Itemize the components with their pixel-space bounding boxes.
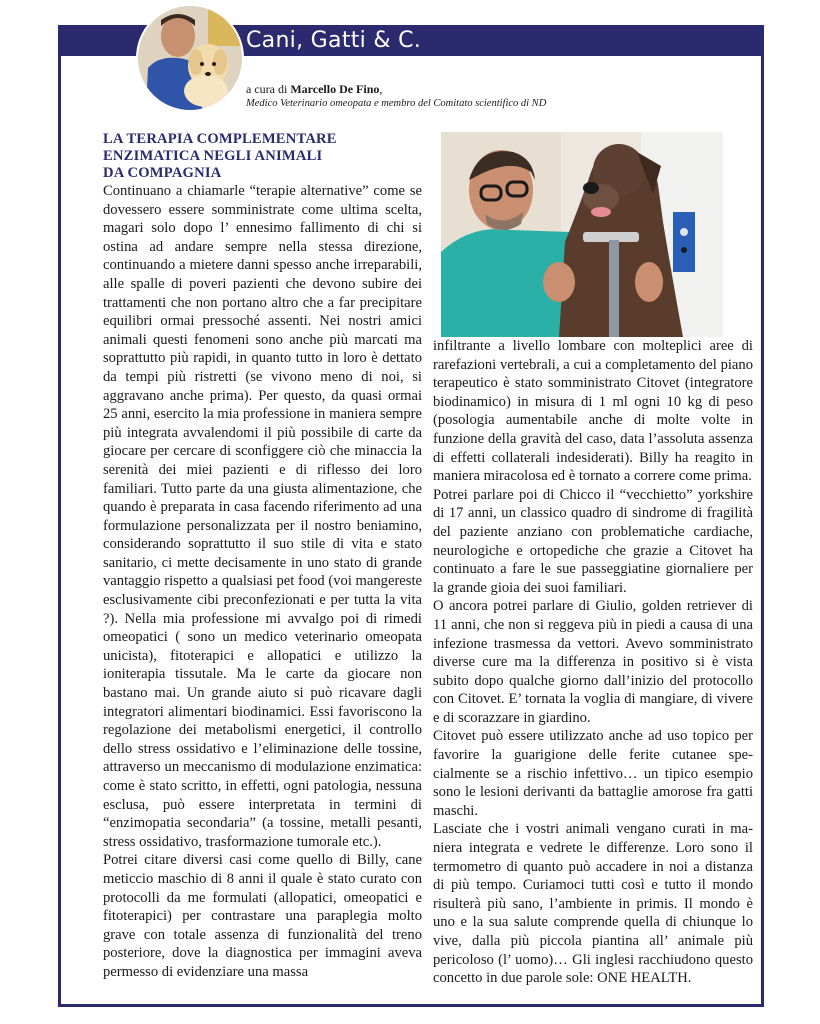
paragraph: Lasciate che i vostri animali vengano curati in maniera integrata e vedrete le differenze. Loro sono il termometro di quanto può accadere in noi a distanza di più tempo. Curiamoci tutti così e tutto il mondo risulterà più sano, l’ambiente in primis. Il mondo è uno e la sua salute comprende quella di chiunque lo vive, dalla più piccola piantina all’ animale più pericoloso (l’ uomo)… Gli inglesi racchiudono questo concetto in due parole sole: ONE HEALTH. bbox=[433, 821, 753, 987]
article-column-right bbox=[433, 337, 753, 988]
byline-prefix: a cura di bbox=[246, 82, 291, 96]
veterinarian-with-dog-image bbox=[441, 132, 723, 337]
paragraph: Citovet può essere utilizzato anche ad uso topico per favorire la guarigione delle ferite cutanee specialmente se a rischio infettivo… un tipico esempio sono le lesioni derivanti da battaglie amorose fra gatti maschi. bbox=[433, 728, 753, 819]
article-title bbox=[103, 131, 423, 182]
paragraph: Potrei parlare poi di Chicco il “vecchietto” yorkshire di 17 anni, un classico quadro di sindrome di fragilità del paziente anziano con problematiche cardiache, neurologiche e ortopediche che grazie a Citovet ha continuato a fare le sue passeggiatine giornaliere per la grande gioia dei suoi familiari. bbox=[433, 486, 753, 596]
paragraph: O ancora potrei parlare di Giulio, golden retriever di 11 anni, che non si reggeva più in piedi a causa di una infezione trasmessa da vettori. Avevo somministrato diverse cure ma la differenza in positivo si è vista subito dopo qualche giorno dall’inizio del protocollo con Citovet. E’ tornata la voglia di mangiare, di vivere e di scorazzare in giardino. bbox=[433, 598, 753, 726]
section-title: Cani, Gatti & C. bbox=[246, 28, 422, 53]
title-line: LA TERAPIA COMPLEMENTARE bbox=[103, 131, 337, 147]
byline-suffix: , bbox=[379, 82, 383, 96]
author-with-puppy-image bbox=[138, 6, 242, 110]
article-photo bbox=[441, 132, 723, 337]
byline bbox=[246, 82, 382, 97]
paragraph: infiltrante a livello lombare con molteplici aree di rarefazioni vertebrali, a cui a completamento del piano terapeutico è stato somministrato Citovet (integratore biodinamico) in misura di 1 ml ogni 10 kg di peso (posologia aumentabile anche di molte volte in funzione della gravità del caso, data l’assoluta assenza di effetti collaterali indesiderati). Billy ha reagito in maniera miracolosa ed è tornato a correre come prima. bbox=[433, 338, 753, 485]
article-column-left bbox=[103, 182, 422, 982]
paragraph: Potrei citare diversi casi come quello di Billy, cane meticcio maschio di 8 anni il quale è stato curato con protocolli da me formulati (allopatici, omeopatici e fitoterapici) per contrastare una paraplegia molto grave con totale assenza di funzionalità del treno posteriore, dove la diagnostica per immagini aveva permesso di evidenziare una massa bbox=[103, 852, 422, 980]
title-line: DA COMPAGNIA bbox=[103, 165, 222, 181]
paragraph: Continuano a chiamarle “terapie alternative” come se dovessero essere somministrate come ultima scelta, magari solo dopo l’ ennesimo fallimento di chi si ostina ad andare sempre nella stessa direzione, continuando a mietere danni spesso anche irreparabili, alle spalle di poveri pazienti che devono subire dei trattamenti che non portano altro che a far precipitare equilibri ormai pressoché assenti. Nei nostri amici animali questi fenomeni sono anche più marcati ma soprattutto più rapidi, in quanto tutto in loro è dettato da tempi più ristretti (se vivono meno di noi, si aggravano anche prima). Per questo, da quasi ormai 25 anni, esercito la mia professione in maniera sempre più integrata avvalendomi il più possibile di carte da giocare per cercare di sconfiggere ciò che minaccia la serenità dei miei pazienti e di riflesso dei loro familiari. Tutto parte da una giusta alimentazione, che quando è preparata in casa facendo riferimento ad una formulazione personalizzata per il nostro beniamino, considerando soprattutto il suo stile di vita e stato sanitario, ci mette decisamente in uno stato di grande vantaggio rispetto a qualsiasi pet food (voi mangereste esclusivamente cibi preconfezionati e per tutta la vita ?). Nella mia professione mi avvalgo poi di rimedi omeopatici ( sono un medico veterinario omeopata unicista), fitoterapici e allopatici e utilizzo la ioniterapia tissutale. Ma le carte da giocare non bastano mai. Un grande aiuto si può ricavare dagli integratori alimentari biodinamici. Essi favoriscono la regolazione dei metabolismi energetici, il controllo dello stress ossidativo e l’eliminazione delle tossine, attraverso un meccanismo di modulazione enzimatica: come è stato scritto, in effetti, ogni patologia, nessuna esclusa, può essere interpretata in termini di “enzimopatia secondaria” (a tossine, metalli pesanti, stress ossidativo, trasformazione tumorale etc.). bbox=[103, 183, 422, 850]
author-role: Medico Veterinario omeopata e membro del Comitato scientifico di ND bbox=[246, 98, 547, 109]
author-avatar bbox=[136, 4, 244, 112]
author-name: Marcello De Fino bbox=[290, 82, 380, 96]
title-line: ENZIMATICA NEGLI ANIMALI bbox=[103, 148, 323, 164]
